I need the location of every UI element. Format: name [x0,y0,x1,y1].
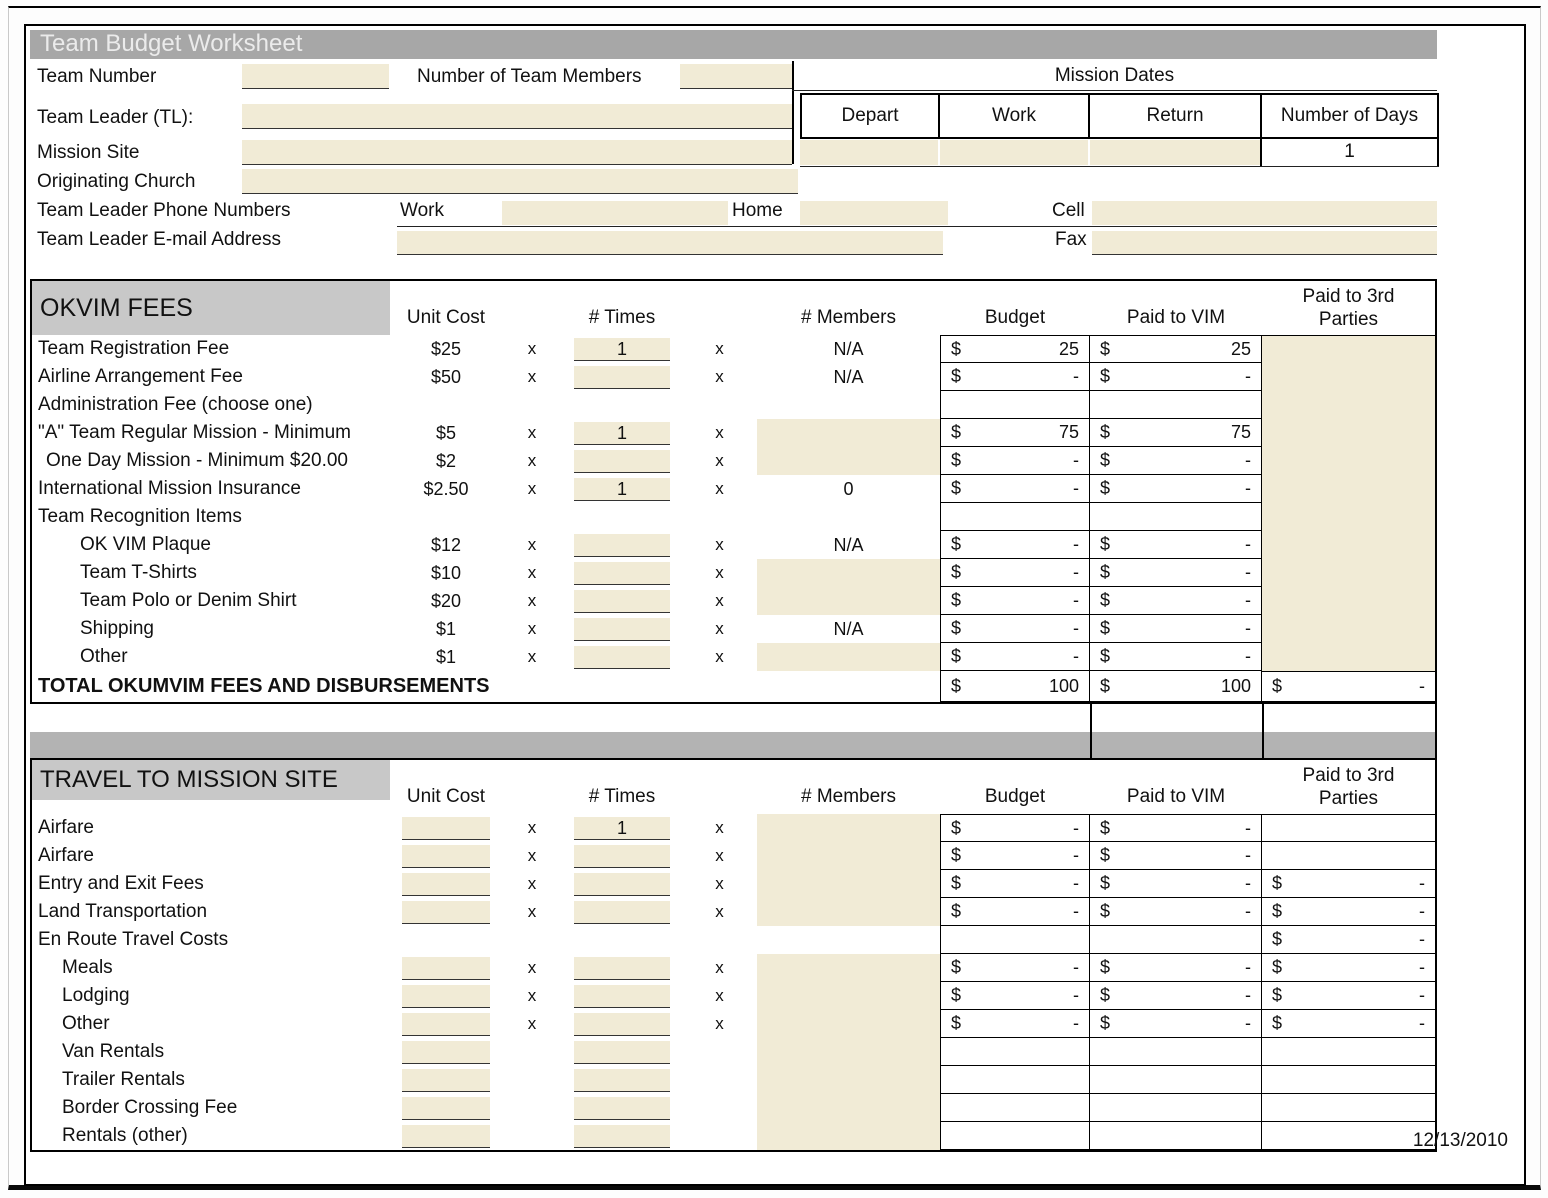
col-unit-cost: Unit Cost [406,307,486,328]
row-label: Team Polo or Denim Shirt [80,590,297,611]
travel-header-row [32,760,1435,814]
paid-vim-cell[interactable] [1090,503,1262,531]
col-paid-vim: Paid to VIM [1126,786,1226,807]
separator-band [30,732,1437,758]
x-mark: x [715,563,724,582]
table-row [32,615,1435,643]
paid-vim-cell[interactable]: $ - [1090,615,1262,643]
row-label: International Mission Insurance [38,478,301,499]
times-input[interactable] [574,562,670,585]
x-mark: x [715,958,724,977]
mission-site-label: Mission Site [37,142,140,163]
budget-cell[interactable]: $ - [940,447,1090,475]
unit-cost-value: $1 [435,647,457,667]
members-input[interactable] [757,643,940,671]
row-label: Meals [62,957,113,978]
budget-cell[interactable] [940,1066,1090,1094]
table-row [32,559,1435,587]
unit-cost-input[interactable] [402,1013,490,1036]
members-cell: N/A [833,367,864,387]
table-row [32,643,1435,671]
row-label: Land Transportation [38,901,208,922]
row-label: Van Rentals [62,1041,165,1062]
paid-vim-cell[interactable]: $ - [1090,870,1262,898]
third-party-cell[interactable] [1262,615,1435,643]
x-mark: x [715,591,724,610]
third-party-cell[interactable]: $ - [1262,954,1435,982]
table-row [32,335,1435,363]
third-party-cell[interactable]: $ - [1262,982,1435,1010]
third-party-cell[interactable] [1262,447,1435,475]
row-label: "A" Team Regular Mission - Minimum [38,422,351,443]
divider [800,166,1439,167]
times-input[interactable] [574,901,670,924]
fees-header-row [32,281,1435,335]
section-title: TRAVEL TO MISSION SITE [32,760,390,800]
x-mark: x [715,619,724,638]
budget-cell[interactable]: $ - [940,363,1090,391]
table-row [32,419,1435,447]
fees-total-row [32,671,1435,702]
third-party-cell[interactable] [1262,842,1435,870]
x-mark: x [527,479,537,498]
x-mark: x [527,1014,537,1033]
col-paid-3rd: Paid to 3rd Parties [1302,765,1395,809]
paid-vim-cell[interactable]: $ - [1090,814,1262,842]
x-mark: x [715,846,724,865]
x-mark: x [527,647,537,666]
paid-vim-cell[interactable]: $ - [1090,559,1262,587]
members-input[interactable] [757,814,940,842]
x-mark: x [715,986,724,1005]
row-label: Lodging [62,985,130,1006]
x-mark: x [527,451,537,470]
third-party-cell[interactable]: $ - [1262,898,1435,926]
members-input[interactable] [757,982,940,1010]
unit-cost-input[interactable] [402,1069,490,1092]
row-label: One Day Mission - Minimum $20.00 [46,450,348,471]
row-label: Rentals (other) [62,1125,188,1146]
table-row [32,475,1435,503]
col-budget: Budget [984,307,1046,328]
third-party-cell[interactable] [1262,503,1435,531]
work-date-input[interactable] [940,140,1088,165]
table-row [32,503,1435,531]
x-mark: x [527,902,537,921]
unit-cost-value: $2.50 [423,479,469,499]
return-header: Return [1088,93,1262,139]
paid-vim-cell[interactable]: $ - [1090,363,1262,391]
members-input[interactable] [757,447,940,475]
section-separator [30,704,1437,758]
row-label: OK VIM Plaque [80,534,211,555]
table-row [32,1094,1435,1122]
third-party-cell[interactable]: $ - [1262,870,1435,898]
budget-cell[interactable]: $ - [940,615,1090,643]
times-input[interactable] [574,618,670,641]
return-date-input[interactable] [1090,140,1260,165]
paid-vim-cell[interactable] [1090,391,1262,419]
row-label: En Route Travel Costs [38,929,229,950]
unit-cost-input[interactable] [402,817,490,840]
paid-vim-cell[interactable]: $ - [1090,475,1262,503]
paid-vim-cell[interactable]: $ - [1090,842,1262,870]
third-party-cell[interactable] [1262,363,1435,391]
okvim-fees-section [30,279,1437,704]
team-leader-input[interactable] [242,104,792,129]
members-input[interactable] [757,1038,940,1066]
members-cell: 0 [843,479,854,499]
table-row [32,587,1435,615]
budget-cell[interactable]: $ - [940,643,1090,671]
team-number-label: Team Number [37,66,157,87]
paid-vim-cell[interactable]: $ 75 [1090,419,1262,447]
budget-cell[interactable] [940,503,1090,531]
phone-numbers-label: Team Leader Phone Numbers [37,200,291,221]
budget-total-cell[interactable]: $ 100 [940,671,1090,702]
budget-cell[interactable] [940,926,1090,954]
times-input[interactable]: 1 [574,422,670,445]
budget-cell[interactable]: $ - [940,531,1090,559]
paid-vim-cell[interactable]: $ 25 [1090,335,1262,363]
table-row [32,814,1435,842]
x-mark: x [527,423,537,442]
row-label: Team Recognition Items [38,506,242,527]
header-info [30,59,1524,259]
third-party-cell[interactable] [1262,587,1435,615]
table-row [32,447,1435,475]
unit-cost-value: $50 [430,367,462,387]
budget-cell[interactable] [940,1094,1090,1122]
paid-vim-total-cell[interactable]: $ 100 [1090,671,1262,702]
table-row [32,898,1435,926]
unit-cost-input[interactable] [402,845,490,868]
unit-cost-input[interactable] [402,1041,490,1064]
unit-cost-value: $1 [435,619,457,639]
mission-dates-label: Mission Dates [1054,65,1175,86]
col-budget: Budget [984,786,1046,807]
team-leader-label: Team Leader (TL): [37,107,194,128]
table-row [32,1122,1435,1150]
third-party-cell[interactable] [1262,1094,1435,1122]
table-row [32,842,1435,870]
x-mark: x [715,339,724,358]
col-members: # Members [800,307,897,328]
budget-cell[interactable]: $ - [940,814,1090,842]
x-mark: x [527,986,537,1005]
unit-cost-input[interactable] [402,873,490,896]
x-mark: x [527,958,537,977]
originating-church-input[interactable] [242,169,798,194]
row-label: Airfare [38,817,94,838]
paid-vim-cell[interactable] [1090,1122,1262,1150]
third-party-cell[interactable]: $ - [1262,926,1435,954]
phone-home-input[interactable] [800,201,948,225]
third-party-cell[interactable] [1262,1066,1435,1094]
table-row [32,531,1435,559]
budget-cell[interactable]: $ - [940,475,1090,503]
email-input[interactable] [397,231,943,255]
table-row [32,391,1435,419]
row-label: Airfare [38,845,94,866]
row-label: Team T-Shirts [80,562,197,583]
email-label: Team Leader E-mail Address [37,229,281,250]
row-label: Shipping [80,618,154,639]
unit-cost-value: $20 [430,591,462,611]
unit-cost-input[interactable] [402,1097,490,1120]
budget-cell[interactable] [940,391,1090,419]
members-input[interactable] [757,870,940,898]
third-party-cell[interactable] [1262,475,1435,503]
col-paid-vim: Paid to VIM [1126,307,1226,328]
table-row [32,363,1435,391]
times-input[interactable] [574,873,670,896]
budget-cell[interactable]: $ 25 [940,335,1090,363]
members-input[interactable] [757,1066,940,1094]
third-party-total-cell[interactable]: $ - [1262,671,1435,702]
phone-cell-label: Cell [1052,200,1085,221]
members-input[interactable] [757,1094,940,1122]
times-input[interactable] [574,1069,670,1092]
x-mark: x [715,535,724,554]
times-input[interactable] [574,1013,670,1036]
row-label: Administration Fee (choose one) [38,394,313,415]
section-title: OKVIM FEES [32,281,390,335]
divider [792,90,1437,91]
mission-dates-headers [800,93,1439,139]
third-party-cell[interactable] [1262,643,1435,671]
divider [397,226,1437,227]
x-mark: x [715,902,724,921]
paid-vim-cell[interactable] [1090,1094,1262,1122]
originating-church-label: Originating Church [37,171,196,192]
x-mark: x [715,647,724,666]
footer-date: 12/13/2010 [1412,1130,1508,1151]
third-party-cell[interactable] [1262,559,1435,587]
col-members: # Members [800,786,897,807]
worksheet-page [24,24,1526,1186]
times-input[interactable] [574,646,670,669]
times-input[interactable] [574,590,670,613]
times-input[interactable]: 1 [574,338,670,361]
phone-work-label: Work [400,200,444,221]
team-members-count-input[interactable] [680,64,792,89]
row-label: Airline Arrangement Fee [38,366,243,387]
unit-cost-input[interactable] [402,1125,490,1148]
x-mark: x [527,535,537,554]
paid-vim-cell[interactable]: $ - [1090,643,1262,671]
third-party-cell[interactable] [1262,335,1435,363]
unit-cost-value: $25 [430,339,462,359]
third-party-cell[interactable] [1262,814,1435,842]
row-label: Border Crossing Fee [62,1097,238,1118]
x-mark: x [715,479,724,498]
budget-cell[interactable]: $ - [940,982,1090,1010]
times-input[interactable] [574,845,670,868]
budget-cell[interactable]: $ - [940,1010,1090,1038]
times-input[interactable] [574,366,670,389]
times-input[interactable] [574,985,670,1008]
col-paid-3rd: Paid to 3rd Parties [1302,286,1395,330]
paid-vim-cell[interactable]: $ - [1090,531,1262,559]
x-mark: x [527,874,537,893]
work-header: Work [938,93,1090,139]
page-title: Team Budget Worksheet [30,30,1437,59]
phone-home-label: Home [732,200,783,221]
budget-cell[interactable] [940,1038,1090,1066]
table-row [32,1010,1435,1038]
x-mark: x [527,339,537,358]
phone-cell-input[interactable] [1092,201,1437,225]
members-input[interactable] [757,954,940,982]
table-row [32,954,1435,982]
paid-vim-cell[interactable] [1090,926,1262,954]
row-label: Team Registration Fee [38,338,230,359]
unit-cost-value: $10 [430,563,462,583]
times-input[interactable]: 1 [574,478,670,501]
x-mark: x [527,846,537,865]
paid-vim-cell[interactable]: $ - [1090,1010,1262,1038]
members-input[interactable] [757,587,940,615]
col-times: # Times [588,307,656,328]
paid-vim-cell[interactable]: $ - [1090,898,1262,926]
budget-cell[interactable]: $ - [940,870,1090,898]
unit-cost-input[interactable] [402,985,490,1008]
unit-cost-input[interactable] [402,901,490,924]
x-mark: x [527,367,537,386]
paid-vim-cell[interactable]: $ - [1090,954,1262,982]
phone-work-input[interactable] [502,201,728,225]
table-row [32,870,1435,898]
budget-cell[interactable]: $ - [940,842,1090,870]
x-mark: x [527,591,537,610]
paid-vim-cell[interactable] [1090,1066,1262,1094]
third-party-cell[interactable] [1262,1038,1435,1066]
unit-cost-value: $2 [435,451,457,471]
days-count-value[interactable]: 1 [1260,139,1439,166]
unit-cost-input[interactable] [402,957,490,980]
members-input[interactable] [757,842,940,870]
third-party-cell[interactable] [1262,419,1435,447]
budget-cell[interactable]: $ 75 [940,419,1090,447]
row-label: Other [80,646,128,667]
col-times: # Times [588,786,656,807]
times-input[interactable] [574,957,670,980]
members-cell: N/A [833,535,864,555]
team-members-label: Number of Team Members [417,66,642,87]
total-label: TOTAL OKUMVIM FEES AND DISBURSEMENTS [38,675,490,697]
members-input[interactable] [757,559,940,587]
members-input[interactable] [757,898,940,926]
x-mark: x [715,423,724,442]
paid-vim-cell[interactable]: $ - [1090,982,1262,1010]
budget-cell[interactable]: $ - [940,898,1090,926]
x-mark: x [715,874,724,893]
members-input[interactable] [757,1010,940,1038]
x-mark: x [527,563,537,582]
divider [1262,704,1264,758]
table-row [32,1038,1435,1066]
x-mark: x [715,367,724,386]
row-label: Entry and Exit Fees [38,873,204,894]
third-party-cell[interactable] [1262,391,1435,419]
x-mark: x [715,451,724,470]
table-row [32,1066,1435,1094]
times-input[interactable] [574,534,670,557]
days-header: Number of Days [1260,93,1439,139]
budget-cell[interactable]: $ - [940,954,1090,982]
paid-vim-cell[interactable] [1090,1038,1262,1066]
budget-cell[interactable]: $ - [940,587,1090,615]
table-row [32,982,1435,1010]
table-row [32,926,1435,954]
members-input[interactable] [757,1122,940,1150]
divider [1435,704,1437,758]
budget-cell[interactable] [940,1122,1090,1150]
col-unit-cost: Unit Cost [406,786,486,807]
times-input[interactable] [574,1041,670,1064]
x-mark: x [715,1014,724,1033]
times-input[interactable] [574,450,670,473]
third-party-cell[interactable] [1262,1122,1435,1150]
divider [1090,704,1092,758]
members-input[interactable] [757,419,940,447]
unit-cost-value: $5 [435,423,457,443]
third-party-cell[interactable]: $ - [1262,1010,1435,1038]
fax-label: Fax [1055,229,1087,250]
x-mark: x [527,818,537,837]
depart-header: Depart [800,93,940,139]
fax-input[interactable] [1092,231,1437,255]
paid-vim-cell[interactable]: $ - [1090,447,1262,475]
row-label: Other [62,1013,110,1034]
team-number-input[interactable] [242,64,389,89]
x-mark: x [715,818,724,837]
third-party-cell[interactable] [1262,531,1435,559]
members-cell: N/A [833,619,864,639]
members-cell: N/A [833,339,864,359]
budget-cell[interactable]: $ - [940,559,1090,587]
depart-date-input[interactable] [800,140,938,165]
row-label: Trailer Rentals [62,1069,185,1090]
paid-vim-cell[interactable]: $ - [1090,587,1262,615]
mission-site-input[interactable] [242,140,792,165]
x-mark: x [527,619,537,638]
times-input[interactable] [574,1097,670,1120]
times-input[interactable] [574,1125,670,1148]
travel-section [30,758,1437,1152]
unit-cost-value: $12 [430,535,462,555]
times-input[interactable]: 1 [574,817,670,840]
